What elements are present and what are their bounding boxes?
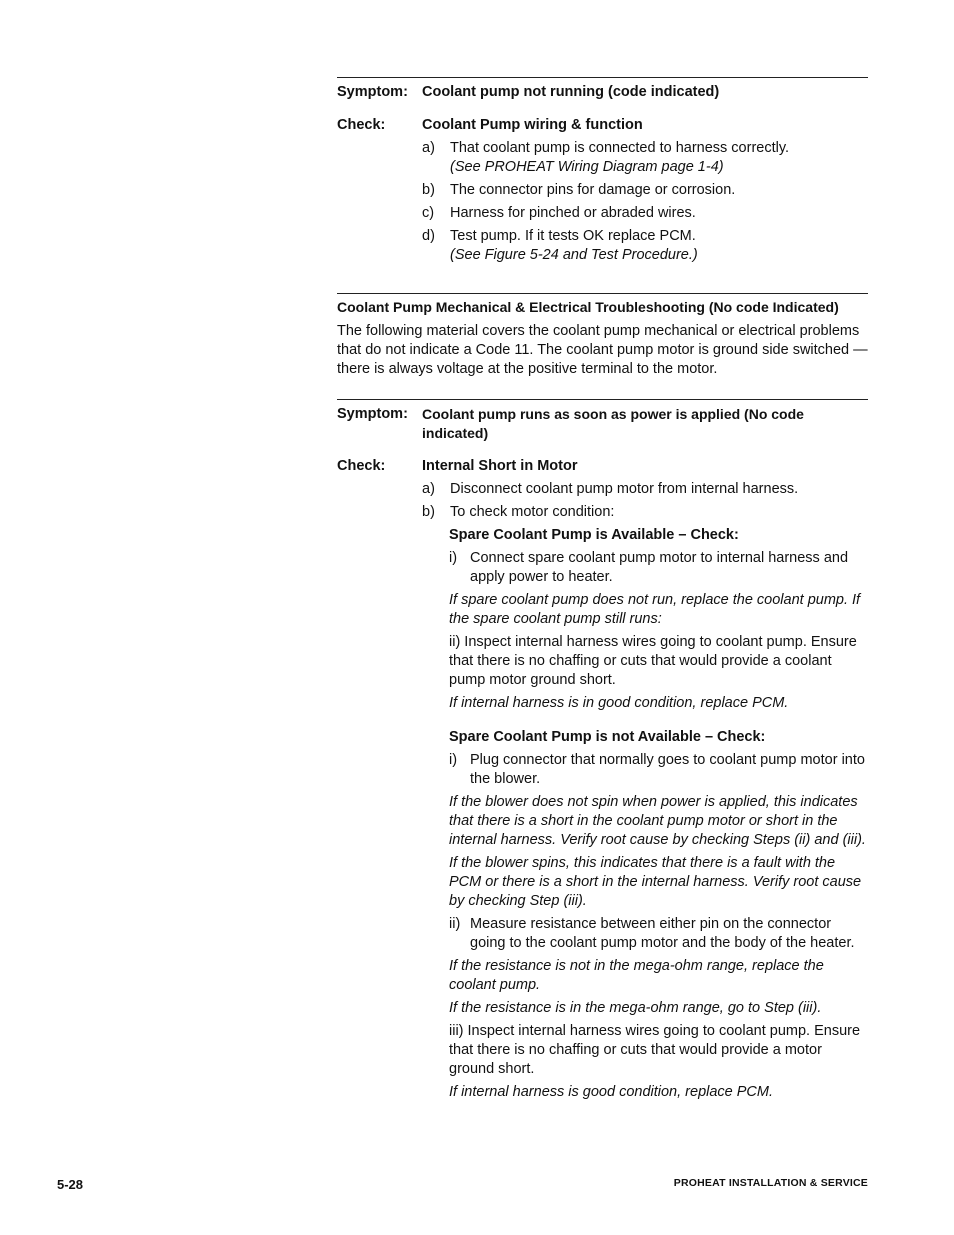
- item-text: Harness for pinched or abraded wires.: [450, 205, 696, 221]
- symptom-text: Coolant pump not running (code indicated): [422, 84, 720, 100]
- step-item: [449, 915, 868, 953]
- item-note: (See Figure 5-24 and Test Procedure.): [450, 247, 698, 263]
- symptom-row: [337, 405, 868, 443]
- section-body: The following material covers the coolant pump mechanical or electrical problems that do not indicate a Code 11. The coolant pump motor is ground side switched — there is always voltage at the positive terminal to the motor.: [337, 323, 868, 377]
- step-item: [449, 549, 868, 587]
- step-item: [449, 751, 868, 789]
- item-text: The connector pins for damage or corrosion.: [450, 182, 736, 198]
- item-text: That coolant pump is connected to harness correctly.: [450, 140, 790, 156]
- step-note: If the resistance is not in the mega-ohm range, replace the coolant pump.: [449, 958, 824, 993]
- step-marker: i): [449, 550, 458, 566]
- check-label: Check:: [337, 458, 386, 474]
- item-marker: d): [422, 228, 435, 244]
- item-text: To check motor condition:: [450, 504, 615, 520]
- symptom-label: Symptom:: [337, 406, 408, 422]
- symptom-label: Symptom:: [337, 84, 408, 100]
- step-note: If internal harness is good condition, replace PCM.: [449, 1084, 774, 1100]
- step-note: If the blower does not spin when power is applied, this indicates that there is a short in the coolant pump motor or short in the internal harness. Verify root cause by checking Steps (ii) and (iii).: [449, 794, 866, 848]
- list-item: [422, 227, 868, 265]
- item-marker: b): [422, 504, 435, 520]
- step-note: If spare coolant pump does not run, replace the coolant pump. If the spare coolant pump still runs:: [449, 592, 861, 627]
- item-marker: b): [422, 182, 435, 198]
- list-item: [422, 181, 868, 200]
- check-title: Coolant Pump wiring & function: [422, 117, 643, 133]
- section-heading: Coolant Pump Mechanical & Electrical Troubleshooting (No code Indicated): [337, 299, 839, 315]
- step-text: Measure resistance between either pin on the connector going to the coolant pump motor and the body of the heater.: [470, 916, 855, 951]
- step-note: If internal harness is in good condition, replace PCM.: [449, 695, 789, 711]
- item-text: Test pump. If it tests OK replace PCM.: [450, 228, 696, 244]
- list-item: [422, 204, 868, 223]
- spare-available-block: [449, 526, 868, 713]
- check-list: [422, 480, 868, 522]
- check-list: [422, 139, 868, 265]
- check-row: [337, 116, 868, 135]
- symptom-text: Coolant pump runs as soon as power is applied (No code indicated): [422, 406, 804, 441]
- step-marker: i): [449, 752, 458, 768]
- step-text: iii) Inspect internal harness wires going to coolant pump. Ensure that there is no chaffing or cuts that would provide a motor ground short.: [449, 1023, 861, 1077]
- divider: [337, 77, 868, 78]
- item-marker: c): [422, 205, 435, 221]
- item-marker: a): [422, 481, 435, 497]
- spare-not-available-block: [449, 728, 868, 1102]
- subsection-title: Spare Coolant Pump is Available – Check:: [449, 527, 739, 543]
- step-marker: ii): [449, 916, 461, 932]
- symptom-row: [337, 83, 868, 102]
- check-title: Internal Short in Motor: [422, 458, 578, 474]
- check-label: Check:: [337, 117, 386, 133]
- divider: [337, 399, 868, 400]
- step-text: Connect spare coolant pump motor to internal harness and apply power to heater.: [470, 550, 849, 585]
- footer-title: PROHEAT INSTALLATION & SERVICE: [673, 1177, 868, 1189]
- step-note: If the resistance is in the mega-ohm range, go to Step (iii).: [449, 1000, 822, 1016]
- item-marker: a): [422, 140, 435, 156]
- divider: [337, 293, 868, 294]
- page-number: 5-28: [57, 1177, 84, 1192]
- list-item: [422, 480, 868, 499]
- list-item: [422, 503, 868, 522]
- step-text: ii) Inspect internal harness wires going to coolant pump. Ensure that there is no chaffing or cuts that would provide a coolant pump motor ground short.: [449, 634, 857, 688]
- check-row: [337, 457, 868, 476]
- item-note: (See PROHEAT Wiring Diagram page 1-4): [450, 159, 724, 175]
- step-note: If the blower spins, this indicates that there is a fault with the PCM or there is a short in the internal harness. Verify root cause by checking Step (iii).: [449, 855, 862, 909]
- page-content: [337, 77, 868, 1102]
- item-text: Disconnect coolant pump motor from internal harness.: [450, 481, 799, 497]
- subsection-title: Spare Coolant Pump is not Available – Check:: [449, 729, 766, 745]
- list-item: [422, 139, 868, 177]
- step-text: Plug connector that normally goes to coolant pump motor into the blower.: [470, 752, 865, 787]
